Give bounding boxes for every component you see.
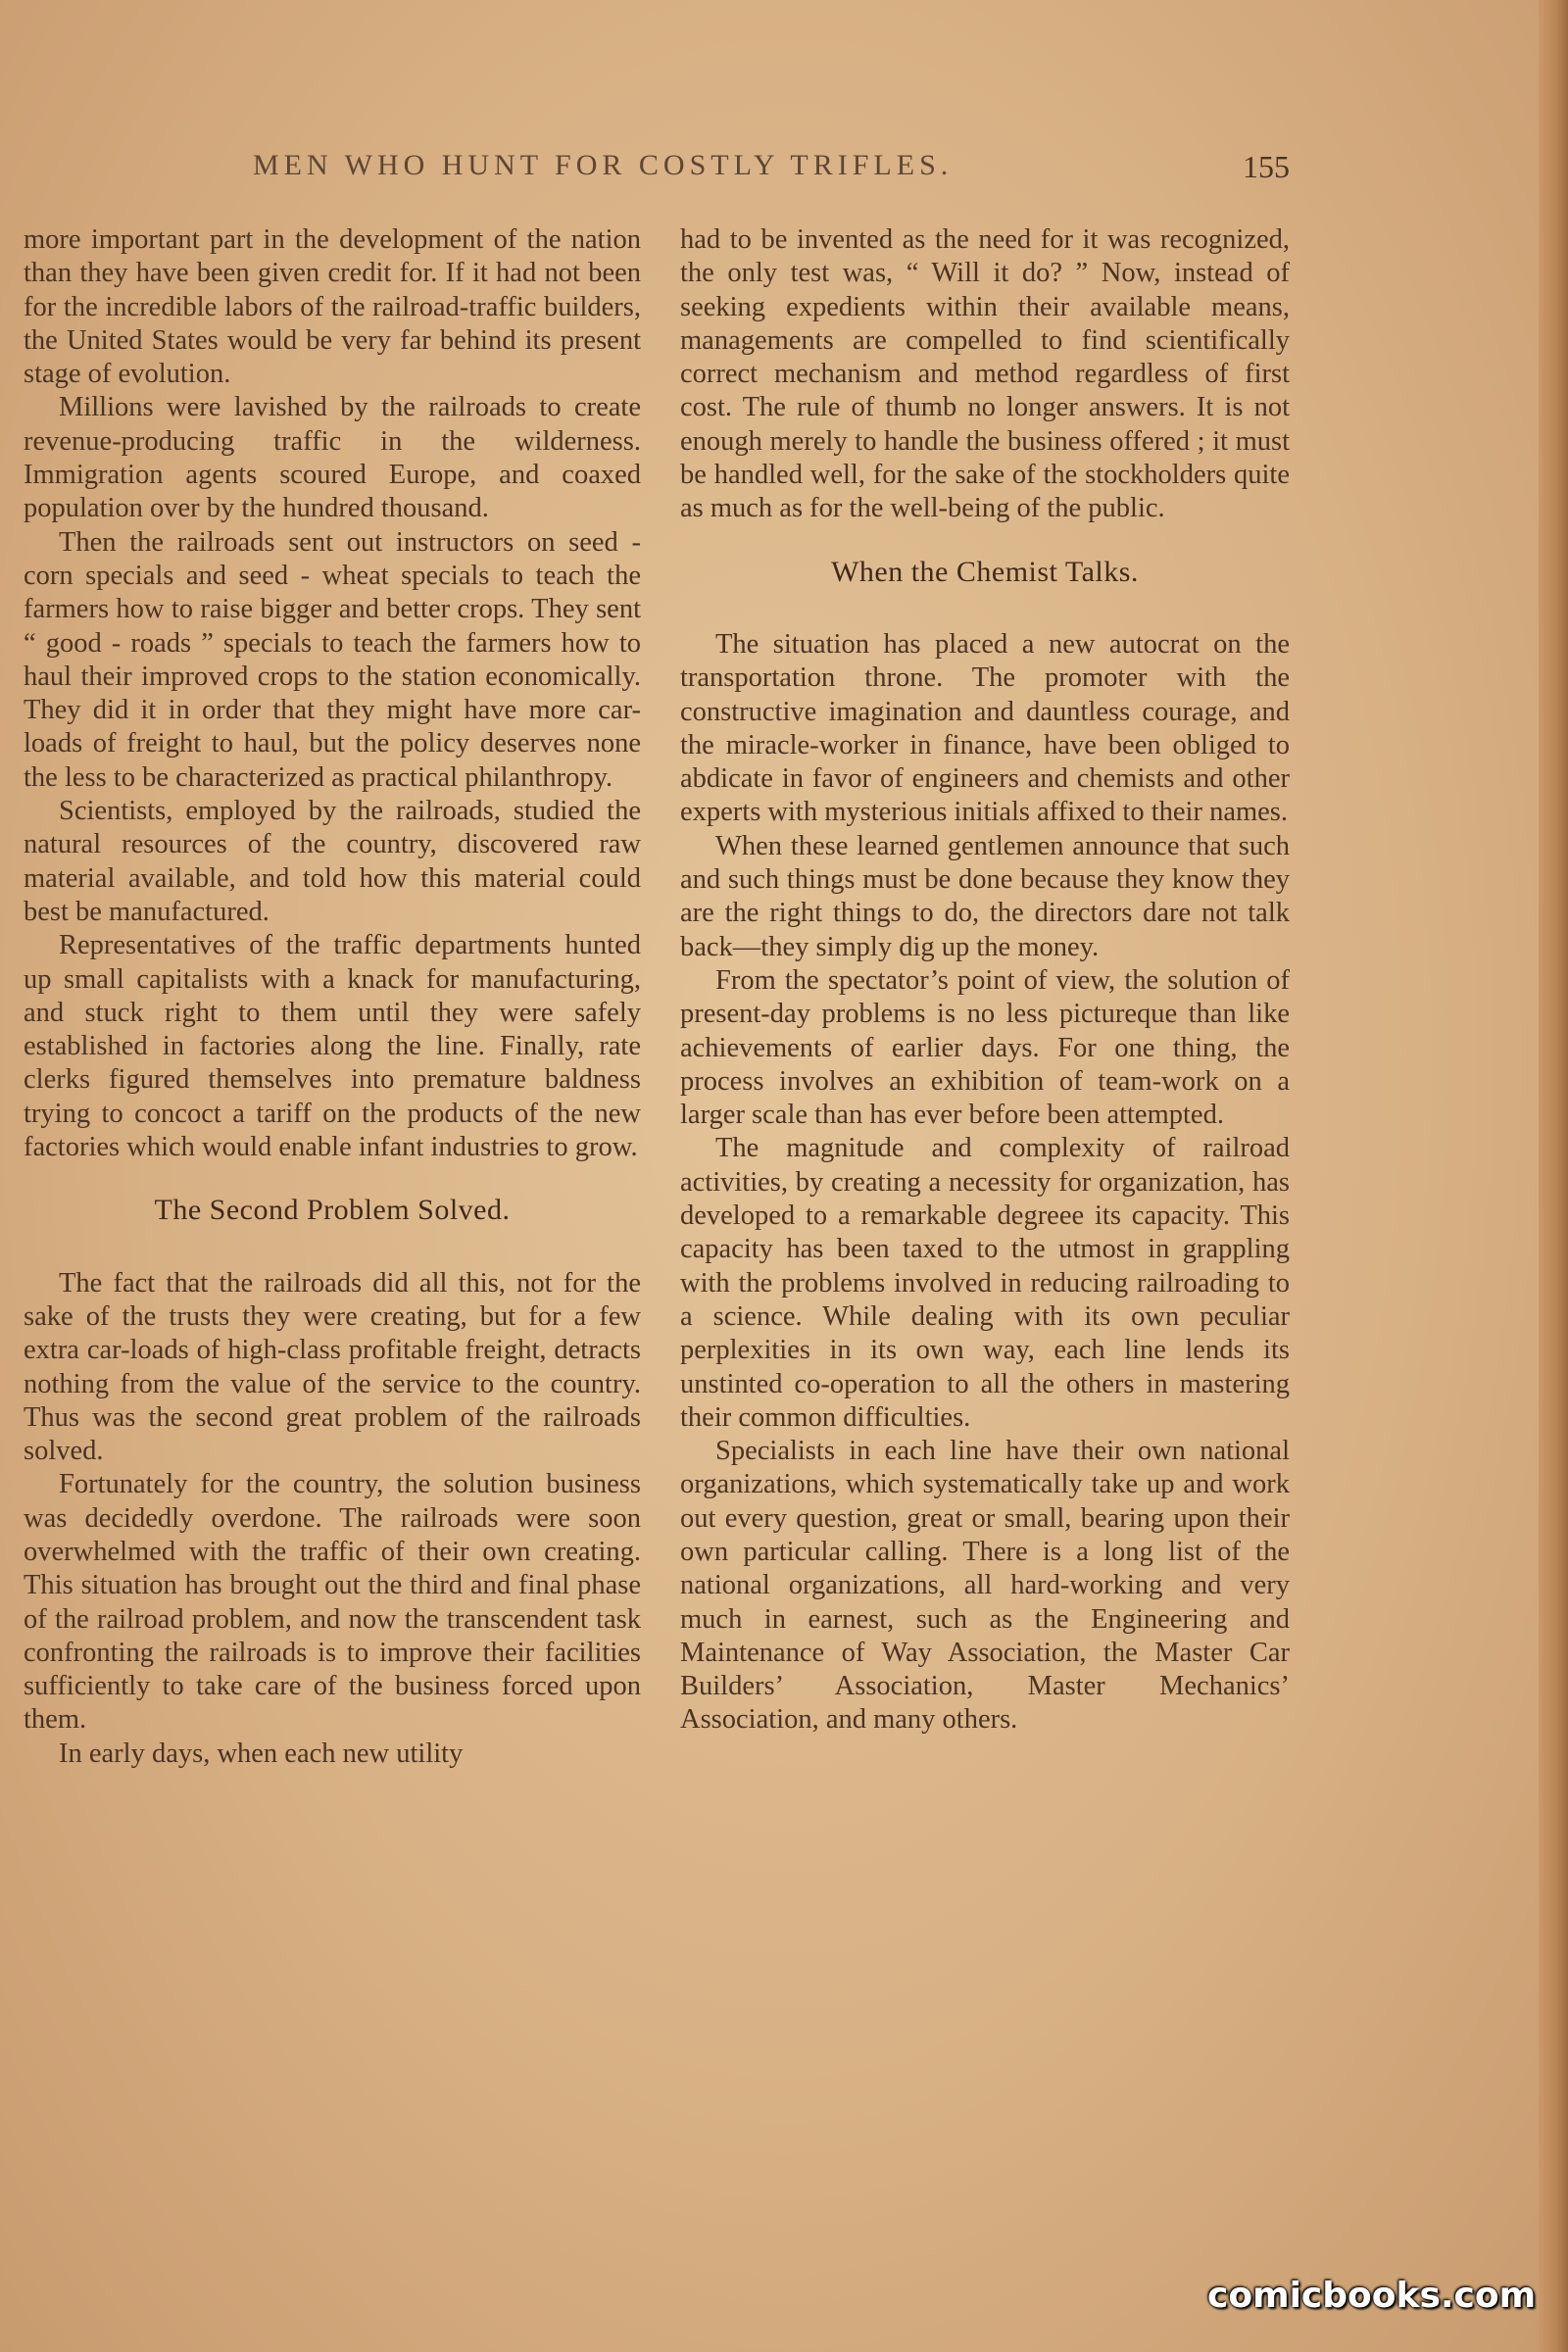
paragraph: When these learned gentlemen announce that such and such things must be done because they know they are the right things to do, the directors dare not talk back—they simply dig up the money. xyxy=(680,830,1290,962)
paragraph: Specialists in each line have their own national organizations, which systematically take up and work out every question, great or small, bearing upon their own particular calling. There is a long list of the national organizations, all hard-working and very much in earnest, such as the Engineering and Maintenance of Way Association, the Master Car Builders’ Association, Master Mechanics’ Association, and many others. xyxy=(680,1436,1290,1736)
right-column xyxy=(680,223,1290,1738)
paragraph: The magnitude and complexity of railroad activities, by creating a necessity for organization, has developed to a remarkable degreee its capacity. This capacity has been taxed to the utmost in grappling with the problems involved in reducing railroading to a science. While dealing with its own peculiar perplexities in its own way, each line lends its unstinted co-operation to all the others in mastering their common difficulties. xyxy=(680,1133,1290,1433)
watermark-logo: comicbooks.com xyxy=(1207,2276,1537,2316)
paragraph: The situation has placed a new autocrat on the transportation throne. The promoter with the constructive imagination and dauntless courage, and the miracle-worker in finance, have been obliged to abdicate in favor of engineers and chemists and other experts with mysterious initials affixed to their names. xyxy=(680,628,1290,828)
page-edge xyxy=(1539,0,1568,2352)
section-heading: The Second Problem Solved. xyxy=(154,1194,511,1227)
paragraph: In early days, when each new utility xyxy=(59,1738,464,1769)
paragraph: had to be invented as the need for it was recognized, the only test was, “ Will it do? ” Now, instead of seeking expedients within their available means, managements are compelled to find scientifically correct mechanism and method regardless of first cost. The rule of thumb no longer answers. It is not enough merely to handle the business offered ; it must be handled well, for the sake of the stockholders quite as much as for the well-being of the public. xyxy=(680,224,1290,524)
running-head: MEN WHO HUNT FOR COSTLY TRIFLES. xyxy=(253,149,954,181)
paragraph: The fact that the railroads did all this, not for the sake of the trusts they were creating, but for a few extra car-loads of high-class profitable freight, detracts nothing from the value of the service to the country. Thus was the second great problem of the railroads solved. xyxy=(24,1267,641,1467)
paragraph: Millions were lavished by the railroads to create revenue-producing traffic in the wilderness. Immigration agents scoured Europe, and coaxed population over by the hundred thousand. xyxy=(24,392,641,524)
page-header xyxy=(0,149,1568,198)
page-number: 155 xyxy=(1243,149,1290,184)
paragraph: Representatives of the traffic departments hunted up small capitalists with a knack for manufacturing, and stuck right to them until they were safely established in factories along the line. Finally, rate clerks figured themselves into premature baldness trying to concoct a tariff on the products of the new factories which would enable infant industries to grow. xyxy=(24,930,641,1163)
paragraph: Scientists, employed by the railroads, studied the natural resources of the country, discovered raw material available, and told how this material could best be manufactured. xyxy=(24,796,641,927)
paragraph: more important part in the development of the nation than they have been given credit for. If it had not been for the incredible labors of the railroad-traffic builders, the United States would be very far behind its present stage of evolution. xyxy=(24,224,641,390)
paragraph: Then the railroads sent out instructors on seed - corn specials and seed - wheat specials to teach the farmers how to raise bigger and better crops. They sent “ good - roads ” specials to teach the farmers how to haul their improved crops to the station economically. They did it in order that they might have more car-loads of freight to haul, but the policy deserves none the less to be characterized as practical philanthropy. xyxy=(24,526,641,793)
paragraph: Fortunately for the country, the solution business was decidedly overdone. The railroads were soon overwhelmed with the traffic of their own creating. This situation has brought out the third and final phase of the railroad problem, and now the transcendent task confronting the railroads is to improve their facilities sufficiently to take care of the business forced upon them. xyxy=(24,1469,641,1736)
section-heading: When the Chemist Talks. xyxy=(831,555,1139,588)
paragraph: From the spectator’s point of view, the solution of present-day problems is no less pictureque than like achievements of earlier days. For one thing, the process involves an exhibition of team-work on a larger scale than has ever before been attempted. xyxy=(680,964,1290,1131)
left-column xyxy=(24,223,641,1771)
